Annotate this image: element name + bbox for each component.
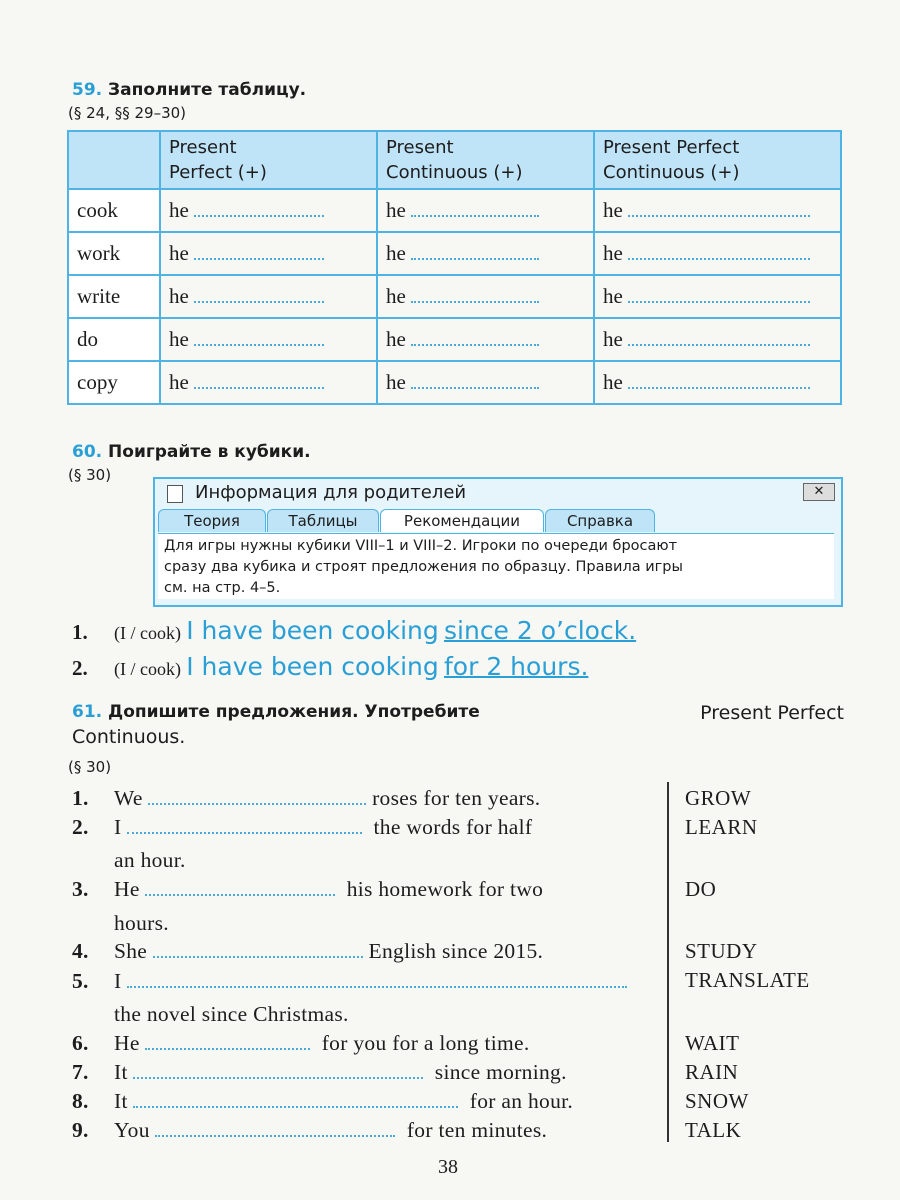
sentence-6: 6. He for you for a long time. bbox=[72, 1031, 530, 1055]
divider-line bbox=[667, 782, 669, 1142]
answer-cell[interactable]: he bbox=[594, 361, 841, 404]
answer-blank[interactable] bbox=[148, 789, 366, 805]
tab-theory[interactable]: Теория bbox=[158, 509, 266, 532]
sentence-3: 3. He his homework for two bbox=[72, 877, 544, 901]
verb-wait: WAIT bbox=[685, 1031, 740, 1055]
answer-cell[interactable]: he bbox=[594, 318, 841, 361]
tab-tables[interactable]: Таблицы bbox=[267, 509, 379, 532]
answer-blank[interactable] bbox=[127, 972, 627, 988]
ex59-number: 59. bbox=[72, 80, 103, 100]
answer-cell[interactable]: he bbox=[377, 275, 594, 318]
answer-cell[interactable]: he bbox=[594, 189, 841, 232]
verb-cell: do bbox=[68, 318, 160, 361]
verb-grow: GROW bbox=[685, 786, 752, 810]
table-row bbox=[68, 318, 841, 361]
table-corner bbox=[68, 131, 160, 189]
ex60-ref: (§ 30) bbox=[68, 466, 112, 484]
answer-blank[interactable] bbox=[133, 1092, 458, 1108]
verb-do: DO bbox=[685, 877, 717, 901]
answer-cell[interactable]: he bbox=[160, 275, 377, 318]
ex59-title: Заполните таблицу. bbox=[108, 80, 307, 100]
answer-blank[interactable] bbox=[155, 1121, 395, 1137]
page-number: 38 bbox=[438, 1156, 458, 1178]
sentence-7: 7. It since morning. bbox=[72, 1060, 567, 1084]
example-2: 2. (I / cook) I have been cooking for 2 hours. bbox=[72, 652, 589, 681]
table-row bbox=[68, 189, 841, 232]
answer-blank[interactable] bbox=[153, 942, 363, 958]
answer-cell[interactable]: he bbox=[377, 232, 594, 275]
verb-rain: RAIN bbox=[685, 1060, 739, 1084]
header-present-perfect: Present Perfect (+) bbox=[160, 131, 377, 189]
sentence-4: 4. She English since 2015. bbox=[72, 939, 544, 963]
panel-title: Информация для родителей bbox=[195, 482, 467, 503]
ex59-table bbox=[67, 130, 842, 405]
sentence-5-cont: the novel since Christmas. bbox=[114, 1002, 349, 1026]
answer-cell[interactable]: he bbox=[160, 232, 377, 275]
document-icon bbox=[167, 485, 183, 503]
sentence-2-cont: an hour. bbox=[114, 848, 186, 872]
sentence-5: 5. I bbox=[72, 969, 627, 994]
header-present-perfect-continuous: Present Perfect Continuous (+) bbox=[594, 131, 841, 189]
verb-cell: write bbox=[68, 275, 160, 318]
verb-talk: TALK bbox=[685, 1118, 742, 1142]
answer-blank[interactable] bbox=[127, 818, 362, 834]
header-present-continuous: Present Continuous (+) bbox=[377, 131, 594, 189]
tab-recommendations[interactable]: Рекомендации bbox=[380, 509, 544, 532]
answer-cell[interactable]: he bbox=[377, 361, 594, 404]
ex61-heading: 61. Допишите предложения. Употребите Present Perfect Continuous. bbox=[72, 702, 844, 748]
answer-cell[interactable]: he bbox=[594, 232, 841, 275]
verb-translate: TRANSLATE bbox=[685, 968, 810, 992]
sentence-1: 1. We roses for ten years. bbox=[72, 786, 541, 810]
answer-blank[interactable] bbox=[145, 880, 335, 896]
answer-blank[interactable] bbox=[145, 1034, 310, 1050]
table-row bbox=[68, 232, 841, 275]
ex59-ref: (§ 24, §§ 29–30) bbox=[68, 104, 187, 122]
verb-study: STUDY bbox=[685, 939, 758, 963]
ex61-ref: (§ 30) bbox=[68, 758, 112, 776]
close-icon[interactable]: ✕ bbox=[803, 483, 835, 501]
ex60-title: Поиграйте в кубики. bbox=[108, 442, 311, 462]
table-row bbox=[68, 275, 841, 318]
table-header-row bbox=[68, 131, 841, 189]
parents-info-panel bbox=[153, 477, 843, 607]
ex60-heading bbox=[72, 442, 311, 462]
answer-cell[interactable]: he bbox=[160, 189, 377, 232]
answer-cell[interactable]: he bbox=[594, 275, 841, 318]
answer-cell[interactable]: he bbox=[377, 189, 594, 232]
sentence-9: 9. You for ten minutes. bbox=[72, 1118, 548, 1142]
tab-reference[interactable]: Справка bbox=[545, 509, 655, 532]
verb-snow: SNOW bbox=[685, 1089, 749, 1113]
verb-cell: copy bbox=[68, 361, 160, 404]
answer-cell[interactable]: he bbox=[160, 318, 377, 361]
table-row bbox=[68, 361, 841, 404]
verb-learn: LEARN bbox=[685, 815, 758, 839]
answer-blank[interactable] bbox=[133, 1063, 423, 1079]
ex59-heading bbox=[72, 80, 306, 100]
example-1: 1. (I / cook) I have been cooking since 2 o’clock. bbox=[72, 616, 637, 645]
ex60-number: 60. bbox=[72, 442, 103, 462]
answer-cell[interactable]: he bbox=[160, 361, 377, 404]
sentence-3-cont: hours. bbox=[114, 911, 169, 935]
answer-cell[interactable]: he bbox=[377, 318, 594, 361]
panel-text: Для игры нужны кубики VIII–1 и VIII–2. Игроки по очереди бросают сразу два кубика и строят предложения по образцу. Правила игры см. на стр. 4–5. bbox=[158, 533, 834, 599]
verb-cell: cook bbox=[68, 189, 160, 232]
sentence-8: 8. It for an hour. bbox=[72, 1089, 574, 1113]
verb-cell: work bbox=[68, 232, 160, 275]
sentence-2: 2. I the words for half bbox=[72, 815, 533, 839]
